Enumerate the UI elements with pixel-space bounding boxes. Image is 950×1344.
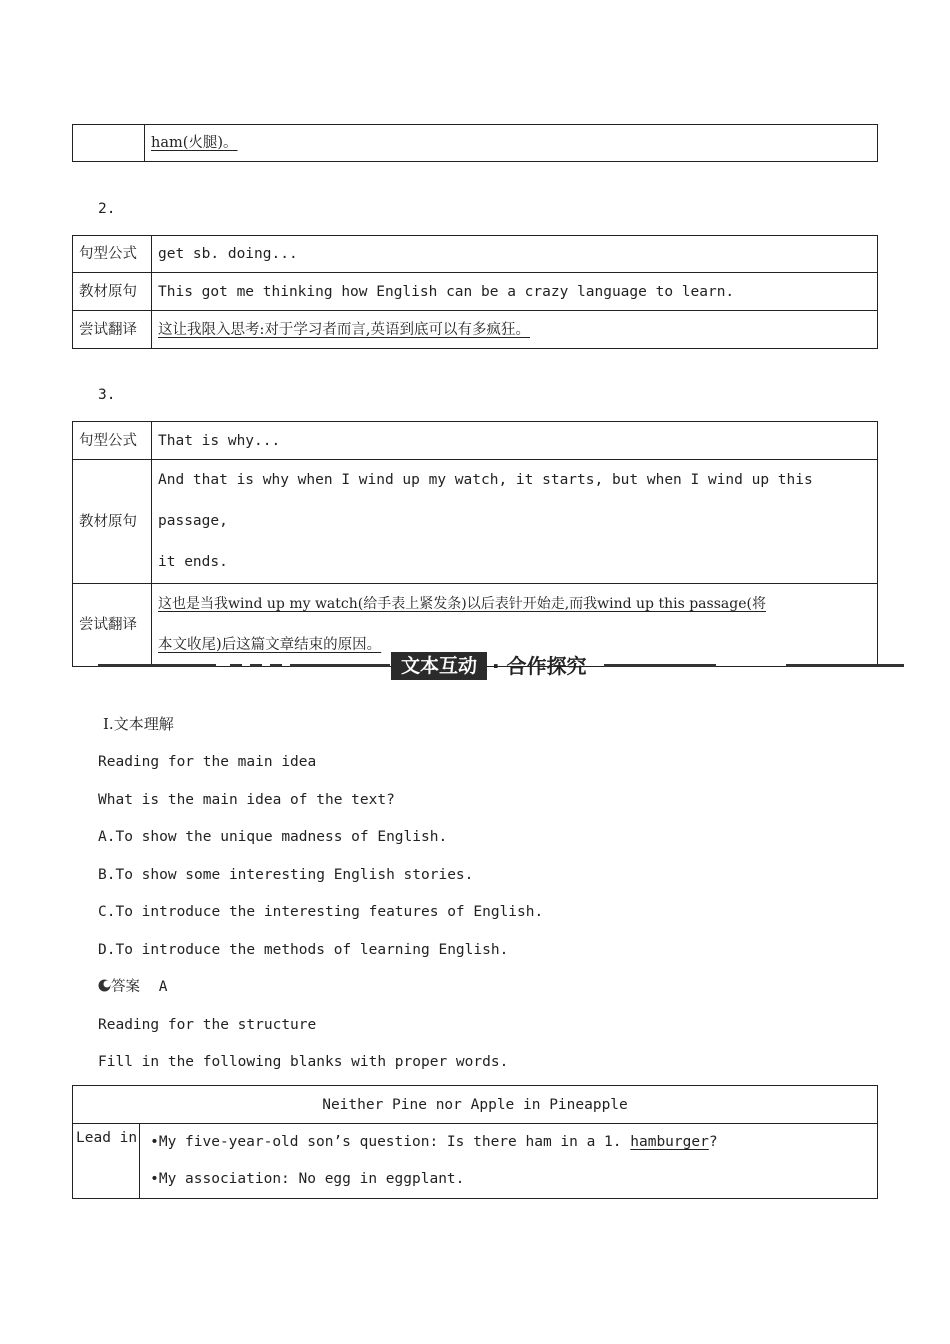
row-label-lead-in: Lead in: [73, 1124, 140, 1199]
label-try-translation: 尝试翻译: [73, 311, 152, 349]
label-original-sentence: 教材原句: [73, 460, 152, 584]
original-sentence: This got me thinking how English can be a crazy language to learn.: [152, 273, 878, 311]
question-mark: ?: [708, 1134, 718, 1150]
original-sentence-line1: And that is why when I wind up my watch, it starts, but when I wind up this passage,: [158, 472, 813, 529]
translation-line2: 本文收尾)后这篇文章结束的原因。: [158, 637, 382, 653]
structure-table: [72, 1085, 878, 1199]
bullet-association: •My association: No egg in eggplant.: [150, 1171, 465, 1187]
banner-title: 文本互动: [391, 652, 487, 680]
section-heading: Ⅰ.文本理解: [103, 715, 174, 733]
banner-rule-left: [98, 664, 216, 667]
banner-dash: [250, 664, 262, 667]
item-number-3: 3.: [98, 387, 116, 403]
table-cell-empty: [73, 125, 145, 162]
lead-in-content: [140, 1124, 878, 1199]
subheading-main-idea: Reading for the main idea: [98, 754, 317, 770]
label-pattern: 句型公式: [73, 422, 152, 460]
label-pattern: 句型公式: [73, 236, 152, 273]
translation-answer: ham(火腿)。: [151, 135, 238, 151]
label-try-translation: 尝试翻译: [73, 584, 152, 667]
blank-answer-1: hamburger: [630, 1134, 709, 1150]
bullet-son-question: [150, 1124, 871, 1161]
question-text: What is the main idea of the text?: [98, 792, 395, 808]
answer-line: [98, 977, 167, 997]
structure-table-title: Neither Pine nor Apple in Pineapple: [73, 1086, 878, 1124]
translation-text: 这让我限入思考:对于学习者而言,英语到底可以有多疯狂。: [158, 321, 530, 338]
option-d: D.To introduce the methods of learning English.: [98, 942, 509, 958]
banner-rule-far-right: [786, 664, 904, 667]
subheading-structure: Reading for the structure: [98, 1017, 317, 1033]
banner-dash: [230, 664, 242, 667]
banner-rule-right: [604, 664, 716, 667]
banner-dash: [270, 664, 282, 667]
translation-cell: [152, 311, 878, 349]
item-number-2: 2.: [98, 201, 116, 217]
banner-subtitle: · 合作探究: [492, 654, 587, 678]
banner-rule-mid: [290, 664, 390, 667]
table-continued: [72, 124, 878, 162]
pattern-text: That is why...: [152, 422, 878, 460]
instruction-text: Fill in the following blanks with proper words.: [98, 1054, 509, 1070]
original-sentence-cell: [152, 460, 878, 584]
pattern-table-3: [72, 421, 878, 667]
table-cell-answer: [145, 125, 878, 162]
option-b: B.To show some interesting English stories.: [98, 867, 474, 883]
original-sentence-line2: it ends.: [158, 554, 228, 570]
pattern-text: get sb. doing...: [152, 236, 878, 273]
pattern-table-2: [72, 235, 878, 349]
translation-line1: 这也是当我wind up my watch(给手表上紧发条)以后表针开始走,而我wind up this passage(将: [158, 596, 766, 612]
label-original-sentence: 教材原句: [73, 273, 152, 311]
bullet-son-question-text: •My five-year-old son’s question: Is there ham in a 1.: [150, 1134, 622, 1150]
answer-marker-icon: [98, 979, 111, 992]
answer-value: A: [158, 979, 168, 995]
option-a: A.To show the unique madness of English.: [98, 829, 448, 845]
answer-label: 答案: [111, 979, 140, 995]
option-c: C.To introduce the interesting features of English.: [98, 904, 544, 920]
